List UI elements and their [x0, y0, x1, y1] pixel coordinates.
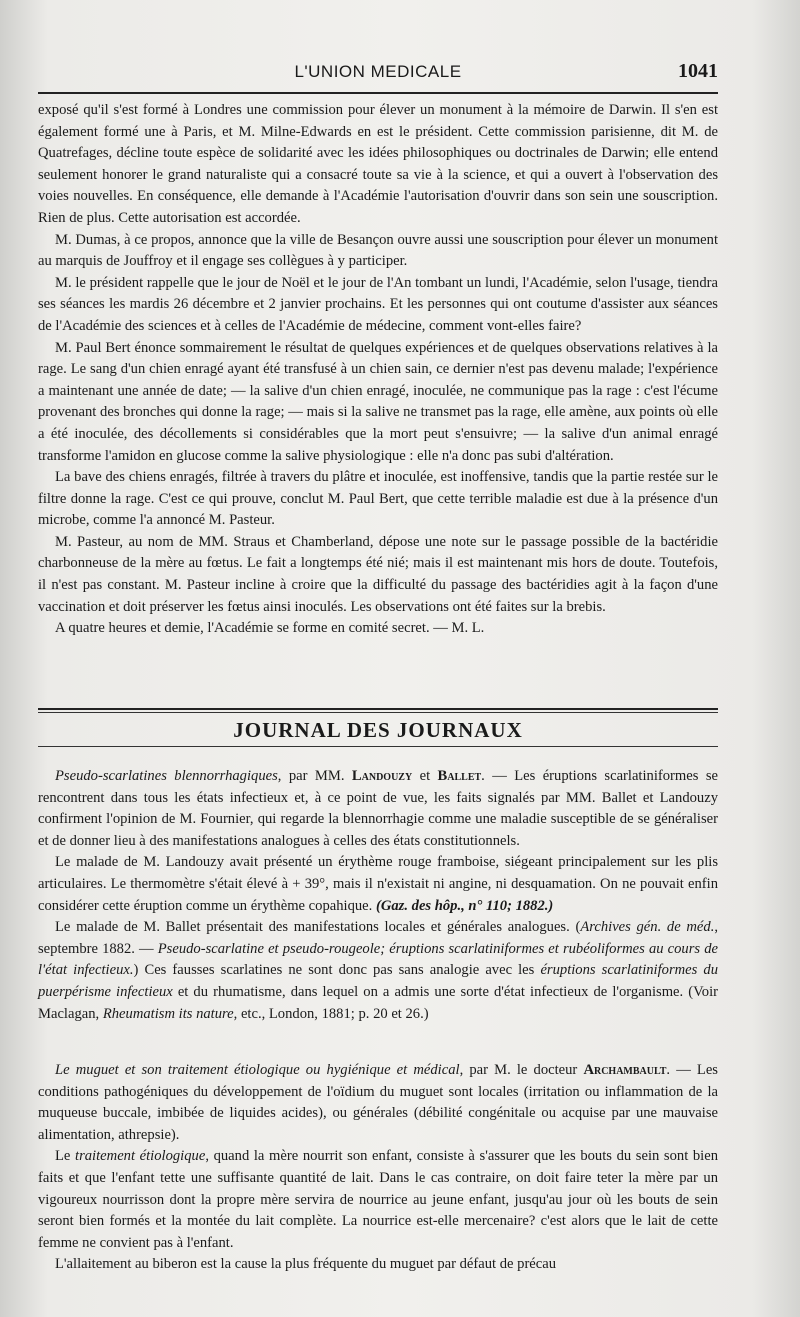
paragraph-text: Le malade de M. Landouzy avait présenté un érythème rouge framboise, siégeant principalement sur les plis articulaires. Le thermomètre s'était élevé à + 39°, mais il n'existait ni angine, ni desquamation. On ne pouvait enfin considérer cette éruption comme un érythème copahique. [38, 854, 718, 914]
section-rule-bottom [38, 746, 718, 747]
page-header [38, 58, 718, 88]
article-byline: , par MM. [277, 768, 352, 784]
paragraph-bave-chiens: La bave des chiens enragés, filtrée à travers du plâtre et inoculée, est inoffensive, tandis que la partie restée sur le filtre donne la rage. C'est ce qui prouve, conclut M. Paul Bert, que cette terrible maladie est due à la présence d'un microbe, comme l'a annoncé M. Pasteur. [38, 469, 718, 529]
page-number: 1041 [678, 60, 718, 82]
paragraph-paul-bert-rage: M. Paul Bert énonce sommairement le résultat de quelques expériences et de quelques observations relatives à la rage. Le sang d'un chien enragé ayant été transfusé à un chien sain, ce dernier n'est pas devenu malade; l'expérience a maintenant une année de date; — la salive d'un chien enragé, inoculée, ne communique pas la rage : c'est l'écume provenant des bronches qui donne la rage; — mais si la salive ne transmet pas la rage, elle amène, aux points où elle a été inoculée, des décollements si considérables que la mort peut s'ensuivre; — la salive d'un animal enragé transforme l'amidon en glucose comme la salive physiologique : elle n'a donc pas subi d'altération. [38, 339, 718, 464]
pseudo-scarlatines-article [38, 766, 718, 1025]
paragraph-text: ) Ces fausses scarlatines ne sont donc pas sans analogie avec les [133, 962, 541, 979]
paragraph-darwin-commission: exposé qu'il s'est formé à Londres une commission pour élever un monument à la mémoire de Darwin. Il s'en est également formé une à Paris, et M. Milne-Edwards en est le président. Cette commission parisienne, dit M. de Quatrefages, décline toute espèce de solidarité avec les idées philosophiques ou doctrinales de Darwin; elle entend seulement honorer le grand naturaliste qui a consacré toute sa vie à la science, et qui a ouvert à l'observation des voies nouvelles. En conséquence, elle demande à l'Académie l'autorisation d'ouvrir dans son sein une souscription. Rien de plus. Cette autorisation est accordée. [38, 102, 718, 226]
paragraph-ballet-case [38, 917, 718, 1025]
section-rule-top-thin [38, 712, 718, 713]
author-name: Landouzy [351, 768, 413, 784]
academy-session-report [38, 100, 718, 640]
paragraph-traitement [38, 1146, 718, 1254]
article-title: Le muguet et son traitement étiologique ou hygiénique et médical [55, 1062, 460, 1078]
cited-title: Pseudo-scarlatine et pseudo-rougeole; éruptions scarlatiniformes et rubéoliformes au cours de l'état infectieux. [38, 940, 718, 979]
emphasis: éruptions scarlatiniformes du puerpérisme infectieux [38, 962, 719, 1000]
citation-date: , septembre 1882. — [38, 919, 718, 957]
paragraph-text: Le [55, 1148, 76, 1165]
citation: (Gaz. des hôp., n° 110; 1882.) [375, 897, 554, 914]
paragraph-text: , etc., London, 1881; p. 20 et 26.) [233, 1005, 429, 1022]
paragraph-biberon: L'allaitement au biberon est la cause la plus fréquente du muguet par défaut de précau [55, 1256, 557, 1273]
article-body: . — Les conditions pathogéniques du développement de l'oïdium du muguet sont locales (irritation ou inflammation de la muqueuse buccale, imbibée de liquides acides), ou générales (débilité congénitale ou acquise par une mauvaise alimentation, athrepsie). [38, 1062, 718, 1143]
paragraph-text: et du rhumatisme, dans lequel on a admis une sorte d'état infectieux de l'organisme. (Voir Maclagan, [38, 983, 718, 1022]
paragraph-comite-secret: A quatre heures et demie, l'Académie se forme en comité secret. — M. L. [55, 620, 485, 637]
header-rule [38, 92, 718, 94]
section-rule-top [38, 708, 718, 710]
article-body: . — Les éruptions scarlatiniformes se rencontrent dans tous les états infectieux et, à ce point de vue, les faits signalés par MM. Ballet et Landouzy confirment l'opinion de M. Fournier, qui regarde la blennorrhagie comme une maladie susceptible de se généraliser et de donner lieu à des manifestations analogues à celles des états constitutionnels. [38, 768, 718, 849]
article-byline: , par M. le docteur [459, 1062, 584, 1078]
muguet-article [38, 1060, 718, 1276]
author-name: Ballet [437, 768, 482, 784]
author-separator: et [412, 768, 438, 784]
article-intro [38, 1060, 718, 1146]
paragraph-landouzy-case [38, 852, 718, 917]
paragraph-pasteur-bacteridie: M. Pasteur, au nom de MM. Straus et Chamberland, dépose une note sur le passage possible de la bactéridie charbonneuse de la mère au fœtus. Le fait a longtemps été nié; mais il est maintenant mis hors de doute. Toutefois, il n'est pas constant. M. Pasteur incline à croire que la difficulté du passage des bactéridies agit à la façon d'une vaccination et doit préserver les fœtus ainsi inoculés. Les observations ont été faites sur la brebis. [38, 533, 718, 615]
article-intro [38, 766, 718, 852]
author-name: Archambault [583, 1062, 667, 1078]
section-heading: JOURNAL DES JOURNAUX [233, 718, 523, 742]
paragraph-dumas-besancon: M. Dumas, à ce propos, annonce que la ville de Besançon ouvre aussi une souscription pour élever un monument au marquis de Jouffroy et il engage ses collègues à y participer. [38, 231, 718, 270]
running-title: L'UNION MEDICALE [294, 62, 462, 81]
paragraph-president-sessions: M. le président rappelle que le jour de Noël et le jour de l'An tombant un lundi, l'Académie, selon l'usage, tiendra ses séances les mardis 26 décembre et 2 janvier prochains. Et les personnes qui ont coutume d'assister aux séances de l'Académie des sciences et à celles de l'Académie de médecine, comment vont-elles faire? [38, 274, 718, 334]
emphasis: traitement étiologique [75, 1148, 206, 1165]
paragraph-text: Le malade de M. Ballet présentait des manifestations locales et générales analogues. ( [55, 919, 581, 936]
citation-source: Archives gén. de méd. [580, 919, 715, 936]
paragraph-text: , quand la mère nourrit son enfant, consiste à s'assurer que les bouts du sein sont bien faits et que l'enfant tette une suffisante quantité de lait. Dans le cas contraire, on doit faire teter la mère par un vigoureux nourrisson dont la propre mère servira de nourrice au jeune enfant, jusqu'au jour où les bouts de sein seront bien formés et la montée du lait complète. La nourrice est-elle mercenaire? c'est alors que le lait de cette femme ne convient pas à l'enfant. [38, 1148, 719, 1251]
article-title: Pseudo-scarlatines blennorrhagiques [55, 768, 278, 784]
book-title: Rheumatism its nature [102, 1005, 234, 1022]
